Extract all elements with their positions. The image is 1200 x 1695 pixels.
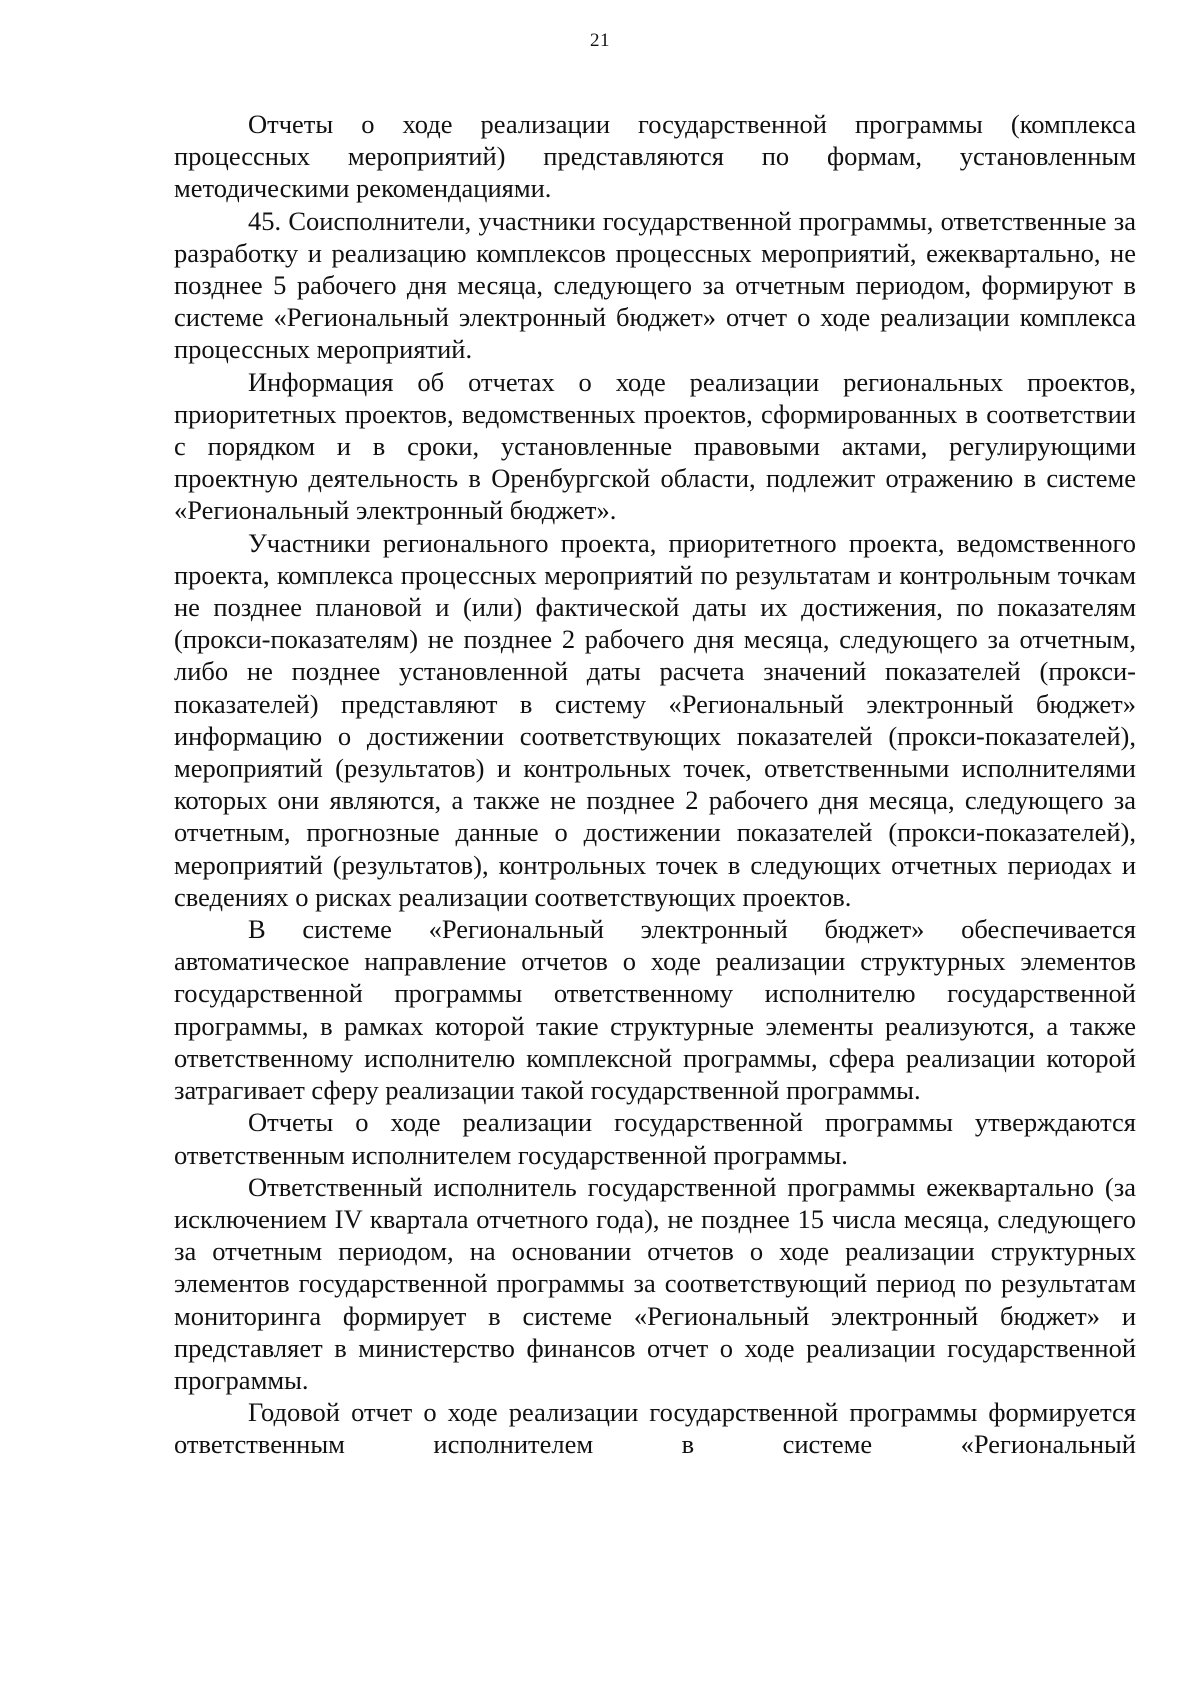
paragraph-project-reports-info: Информация об отчетах о ходе реализации региональных проектов, приоритетных проектов, ведомственных проектов, сформированных в соответствии с порядком и в сроки, установленные правовыми актами, регулирующими проектную деятельность в Оренбургской области, подлежит отражению в системе «Региональный электронный бюджет». — [174, 366, 1136, 526]
paragraph-reports-approval: Отчеты о ходе реализации государственной программы утверждаются ответственным исполнителем государственной программы. — [174, 1107, 1136, 1170]
paragraph-automatic-routing: В системе «Региональный электронный бюджет» обеспечивается автоматическое направление отчетов о ходе реализации структурных элементов государственной программы ответственному исполнителю государственной программы, в рамках которой такие структурные элементы реализуются, а также ответственному исполнителю комплексной программы, сфера реализации которой затрагивает сферу реализации такой государственной программы. — [174, 914, 1136, 1106]
document-body — [174, 108, 1136, 1461]
paragraph-quarterly-report: Ответственный исполнитель государственной программы ежеквартально (за исключением IV квартала отчетного года), не позднее 15 числа месяца, следующего за отчетным периодом, на основании отчетов о ходе реализации структурных элементов государственной программы за соответствующий период по результатам мониторинга формирует в системе «Региональный электронный бюджет» и представляет в министерство финансов отчет о ходе реализации государственной программы. — [174, 1171, 1136, 1395]
page-number: 21 — [590, 30, 610, 51]
paragraph-item-45: 45. Соисполнители, участники государственной программы, ответственные за разработку и реализацию комплексов процессных мероприятий, ежеквартально, не позднее 5 рабочего дня месяца, следующего за отчетным периодом, формируют в системе «Региональный электронный бюджет» отчет о ходе реализации комплекса процессных мероприятий. — [174, 205, 1136, 365]
paragraph-project-participants: Участники регионального проекта, приоритетного проекта, ведомственного проекта, комплекса процессных мероприятий по результатам и контрольным точкам не позднее плановой и (или) фактической даты их достижения, по показателям (прокси-показателям) не позднее 2 рабочего дня месяца, следующего за отчетным, либо не позднее установленной даты расчета значений показателей (прокси-показателей) представляют в систему «Региональный электронный бюджет» информацию о достижении соответствующих показателей (прокси-показателей), мероприятий (результатов) и контрольных точек, ответственными исполнителями которых они являются, а также не позднее 2 рабочего дня месяца, следующего за отчетным, прогнозные данные о достижении показателей (прокси-показателей), мероприятий (результатов), контрольных точек в следующих отчетных периодах и сведениях о рисках реализации соответствующих проектов. — [174, 527, 1136, 912]
paragraph-annual-report: Годовой отчет о ходе реализации государственной программы формируется ответственным исполнителем в системе «Региональный — [174, 1397, 1136, 1460]
paragraph-reports-forms: Отчеты о ходе реализации государственной программы (комплекса процессных мероприятий) представляются по формам, установленным методическими рекомендациями. — [174, 109, 1136, 204]
